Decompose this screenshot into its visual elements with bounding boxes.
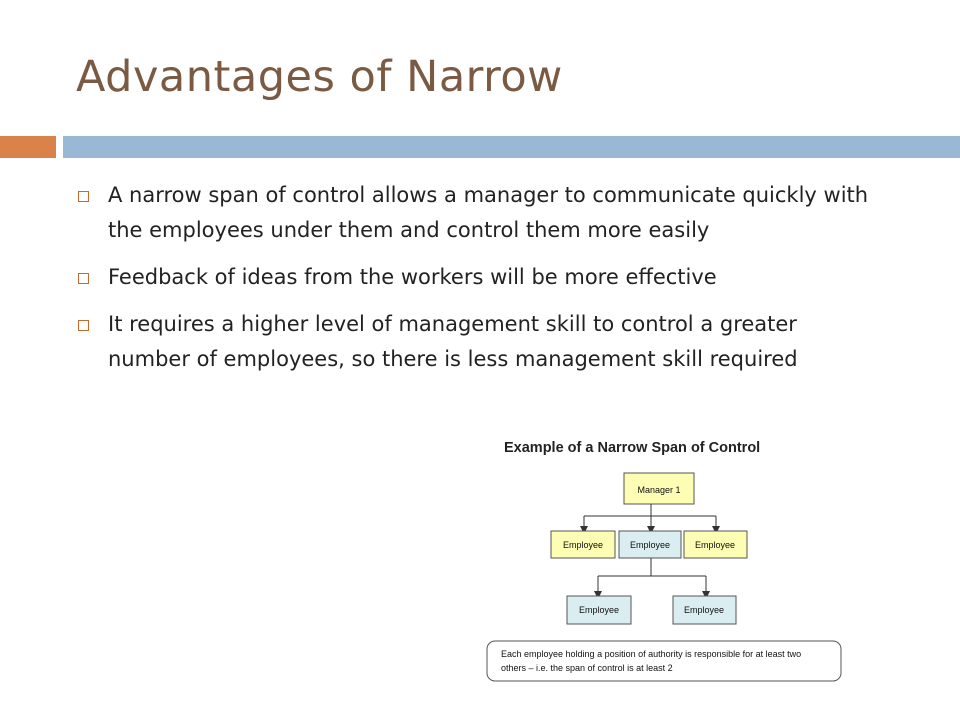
bullet-item — [76, 260, 876, 295]
bullet-text: It requires a higher level of management skill to control a greater number of employees, so there is less management skill required — [108, 312, 798, 371]
square-bullet-icon — [78, 191, 89, 202]
employee-label: Employee — [694, 540, 736, 550]
note-text: Each employee holding a position of authority is responsible for at least two — [501, 649, 802, 659]
employee-label: Employee — [683, 605, 725, 615]
diagram-title: Example of a Narrow Span of Control — [504, 440, 761, 456]
org-chart-diagram — [484, 432, 854, 688]
bullet-list — [76, 178, 876, 389]
bullet-item — [76, 307, 876, 377]
manager-label: Manager 1 — [637, 485, 681, 495]
accent-bar-blue — [63, 136, 960, 158]
employee-label: Employee — [629, 540, 671, 550]
bullet-text: Feedback of ideas from the workers will be more effective — [108, 265, 717, 289]
square-bullet-icon — [78, 320, 89, 331]
employee-label: Employee — [562, 540, 604, 550]
accent-bar-orange — [0, 136, 56, 158]
slide-title: Advantages of Narrow — [76, 52, 563, 102]
employee-label: Employee — [578, 605, 620, 615]
square-bullet-icon — [78, 273, 89, 284]
note-text: others – i.e. the span of control is at least 2 — [501, 663, 673, 673]
bullet-text: A narrow span of control allows a manager to communicate quickly with the employees under them and control them more easily — [108, 183, 869, 242]
note-box — [487, 641, 841, 681]
bullet-item — [76, 178, 876, 248]
